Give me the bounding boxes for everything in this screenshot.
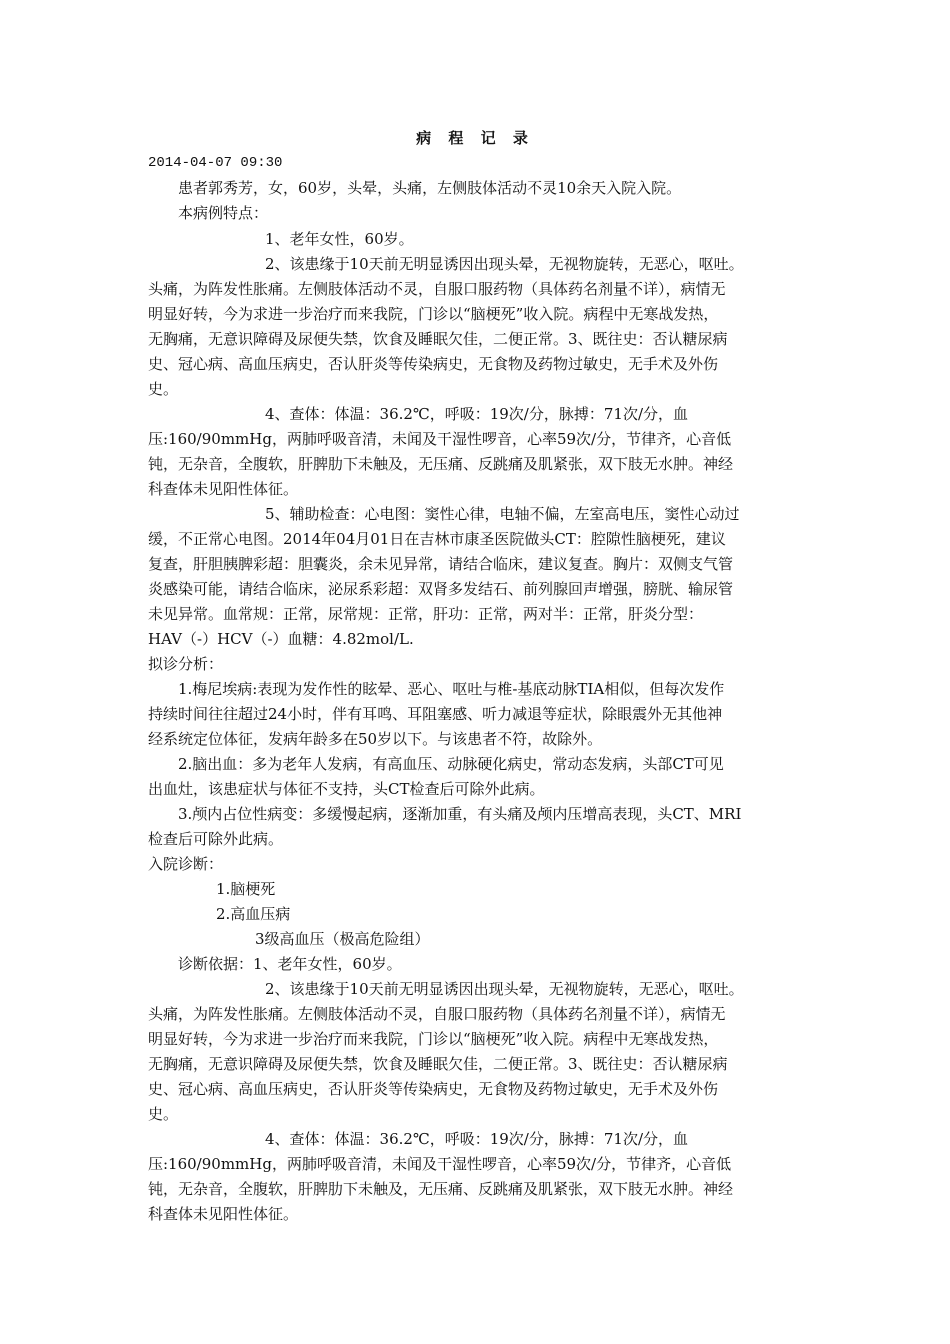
feature-5-line: 复查，肝胆胰脾彩超：胆囊炎，余未见异常，请结合临床，建议复查。胸片：双侧支气管	[148, 555, 734, 573]
feature-5-line: 5、辅助检查：心电图：窦性心律，电轴不偏，左室高电压，窦性心动过	[265, 505, 740, 523]
feature-4-line: 钝，无杂音，全腹软，肝脾肋下未触及，无压痛、反跳痛及肌紧张，双下肢无水肿。神经	[148, 455, 734, 473]
basis-2-line: 2、该患缘于10天前无明显诱因出现头晕，无视物旋转，无恶心，呕吐。	[265, 980, 744, 998]
admission-diagnosis-label: 入院诊断：	[148, 855, 224, 873]
feature-4-line: 科查体未见阳性体征。	[148, 480, 299, 498]
differential-1-line: 经系统定位体征，发病年龄多在50岁以下。与该患者不符，故除外。	[148, 730, 603, 748]
basis-2-line: 史。	[148, 1105, 179, 1123]
basis-2-line: 明显好转，今为求进一步治疗而来我院，门诊以“脑梗死”收入院。病程中无寒战发热，	[148, 1030, 719, 1048]
feature-2-line: 史。	[148, 380, 179, 398]
differential-1-line: 1.梅尼埃病:表现为发作性的眩晕、恶心、呕吐与椎-基底动脉TIA相似，但每次发作	[178, 680, 725, 698]
differential-label: 拟诊分析：	[148, 655, 224, 673]
feature-5-line: 未见异常。血常规：正常，尿常规：正常，肝功：正常，两对半：正常，肝炎分型：	[148, 605, 704, 623]
basis-4-line: 钝，无杂音，全腹软，肝脾肋下未触及，无压痛、反跳痛及肌紧张，双下肢无水肿。神经	[148, 1180, 734, 1198]
differential-1-line: 持续时间往往超过24小时，伴有耳鸣、耳阻塞感、听力减退等症状，除眼震外无其他神	[148, 705, 723, 723]
basis-4-line: 4、查体：体温：36.2℃，呼吸：19次/分，脉搏：71次/分，血	[265, 1130, 689, 1148]
feature-4-line: 压:160/90mmHg，两肺呼吸音清，未闻及干湿性啰音，心率59次/分，节律齐，心音低	[148, 430, 732, 448]
admission-diagnosis-1: 1.脑梗死	[216, 880, 276, 898]
basis-4-line: 压:160/90mmHg，两肺呼吸音清，未闻及干湿性啰音，心率59次/分，节律齐，心音低	[148, 1155, 732, 1173]
differential-3-line: 3.颅内占位性病变：多缓慢起病，逐渐加重，有头痛及颅内压增高表现，头CT、MRI	[178, 805, 742, 823]
admission-diagnosis-2: 2.高血压病	[216, 905, 291, 923]
feature-4-line: 4、查体：体温：36.2℃，呼吸：19次/分，脉搏：71次/分，血	[265, 405, 689, 423]
feature-2-line: 头痛，为阵发性胀痛。左侧肢体活动不灵，自服口服药物（具体药名剂量不详），病情无	[148, 280, 726, 298]
differential-2-line: 2.脑出血：多为老年人发病，有高血压、动脉硬化病史，常动态发病，头部CT可见	[178, 755, 724, 773]
features-label: 本病例特点：	[178, 204, 269, 222]
record-datetime: 2014-04-07 09:30	[148, 155, 283, 171]
patient-intro: 患者郭秀芳，女，60岁，头晕，头痛，左侧肢体活动不灵10余天入院入院。	[178, 179, 682, 197]
differential-2-line: 出血灶，该患症状与体征不支持，头CT检查后可除外此病。	[148, 780, 545, 798]
differential-3-line: 检查后可除外此病。	[148, 830, 284, 848]
feature-5-line: 缓，不正常心电图。2014年04月01日在吉林市康圣医院做头CT：腔隙性脑梗死，建议	[148, 530, 726, 548]
basis-4-line: 科查体未见阳性体征。	[148, 1205, 299, 1223]
feature-2-line: 明显好转，今为求进一步治疗而来我院，门诊以“脑梗死”收入院。病程中无寒战发热，	[148, 305, 719, 323]
basis-2-line: 史、冠心病、高血压病史，否认肝炎等传染病史，无食物及药物过敏史，无手术及外伤	[148, 1080, 719, 1098]
basis-2-line: 头痛，为阵发性胀痛。左侧肢体活动不灵，自服口服药物（具体药名剂量不详），病情无	[148, 1005, 726, 1023]
feature-2-line: 2、该患缘于10天前无明显诱因出现头晕，无视物旋转，无恶心，呕吐。	[265, 255, 744, 273]
feature-1: 1、老年女性，60岁。	[265, 230, 414, 248]
page-title: 病 程 记 录	[416, 129, 534, 147]
feature-5-line: HAV（-）HCV（-）血糖：4.82mol/L.	[148, 630, 414, 648]
admission-diagnosis-2-detail: 3级高血压（极高危险组）	[255, 930, 430, 948]
feature-2-line: 无胸痛，无意识障碍及尿便失禁，饮食及睡眠欠佳，二便正常。3、既往史：否认糖尿病	[148, 330, 728, 348]
diagnosis-basis-label: 诊断依据：1、老年女性，60岁。	[178, 955, 402, 973]
feature-5-line: 炎感染可能，请结合临床，泌尿系彩超：双肾多发结石、前列腺回声增强，膀胱、输尿管	[148, 580, 734, 598]
basis-2-line: 无胸痛，无意识障碍及尿便失禁，饮食及睡眠欠佳，二便正常。3、既往史：否认糖尿病	[148, 1055, 728, 1073]
feature-2-line: 史、冠心病、高血压病史，否认肝炎等传染病史，无食物及药物过敏史，无手术及外伤	[148, 355, 719, 373]
